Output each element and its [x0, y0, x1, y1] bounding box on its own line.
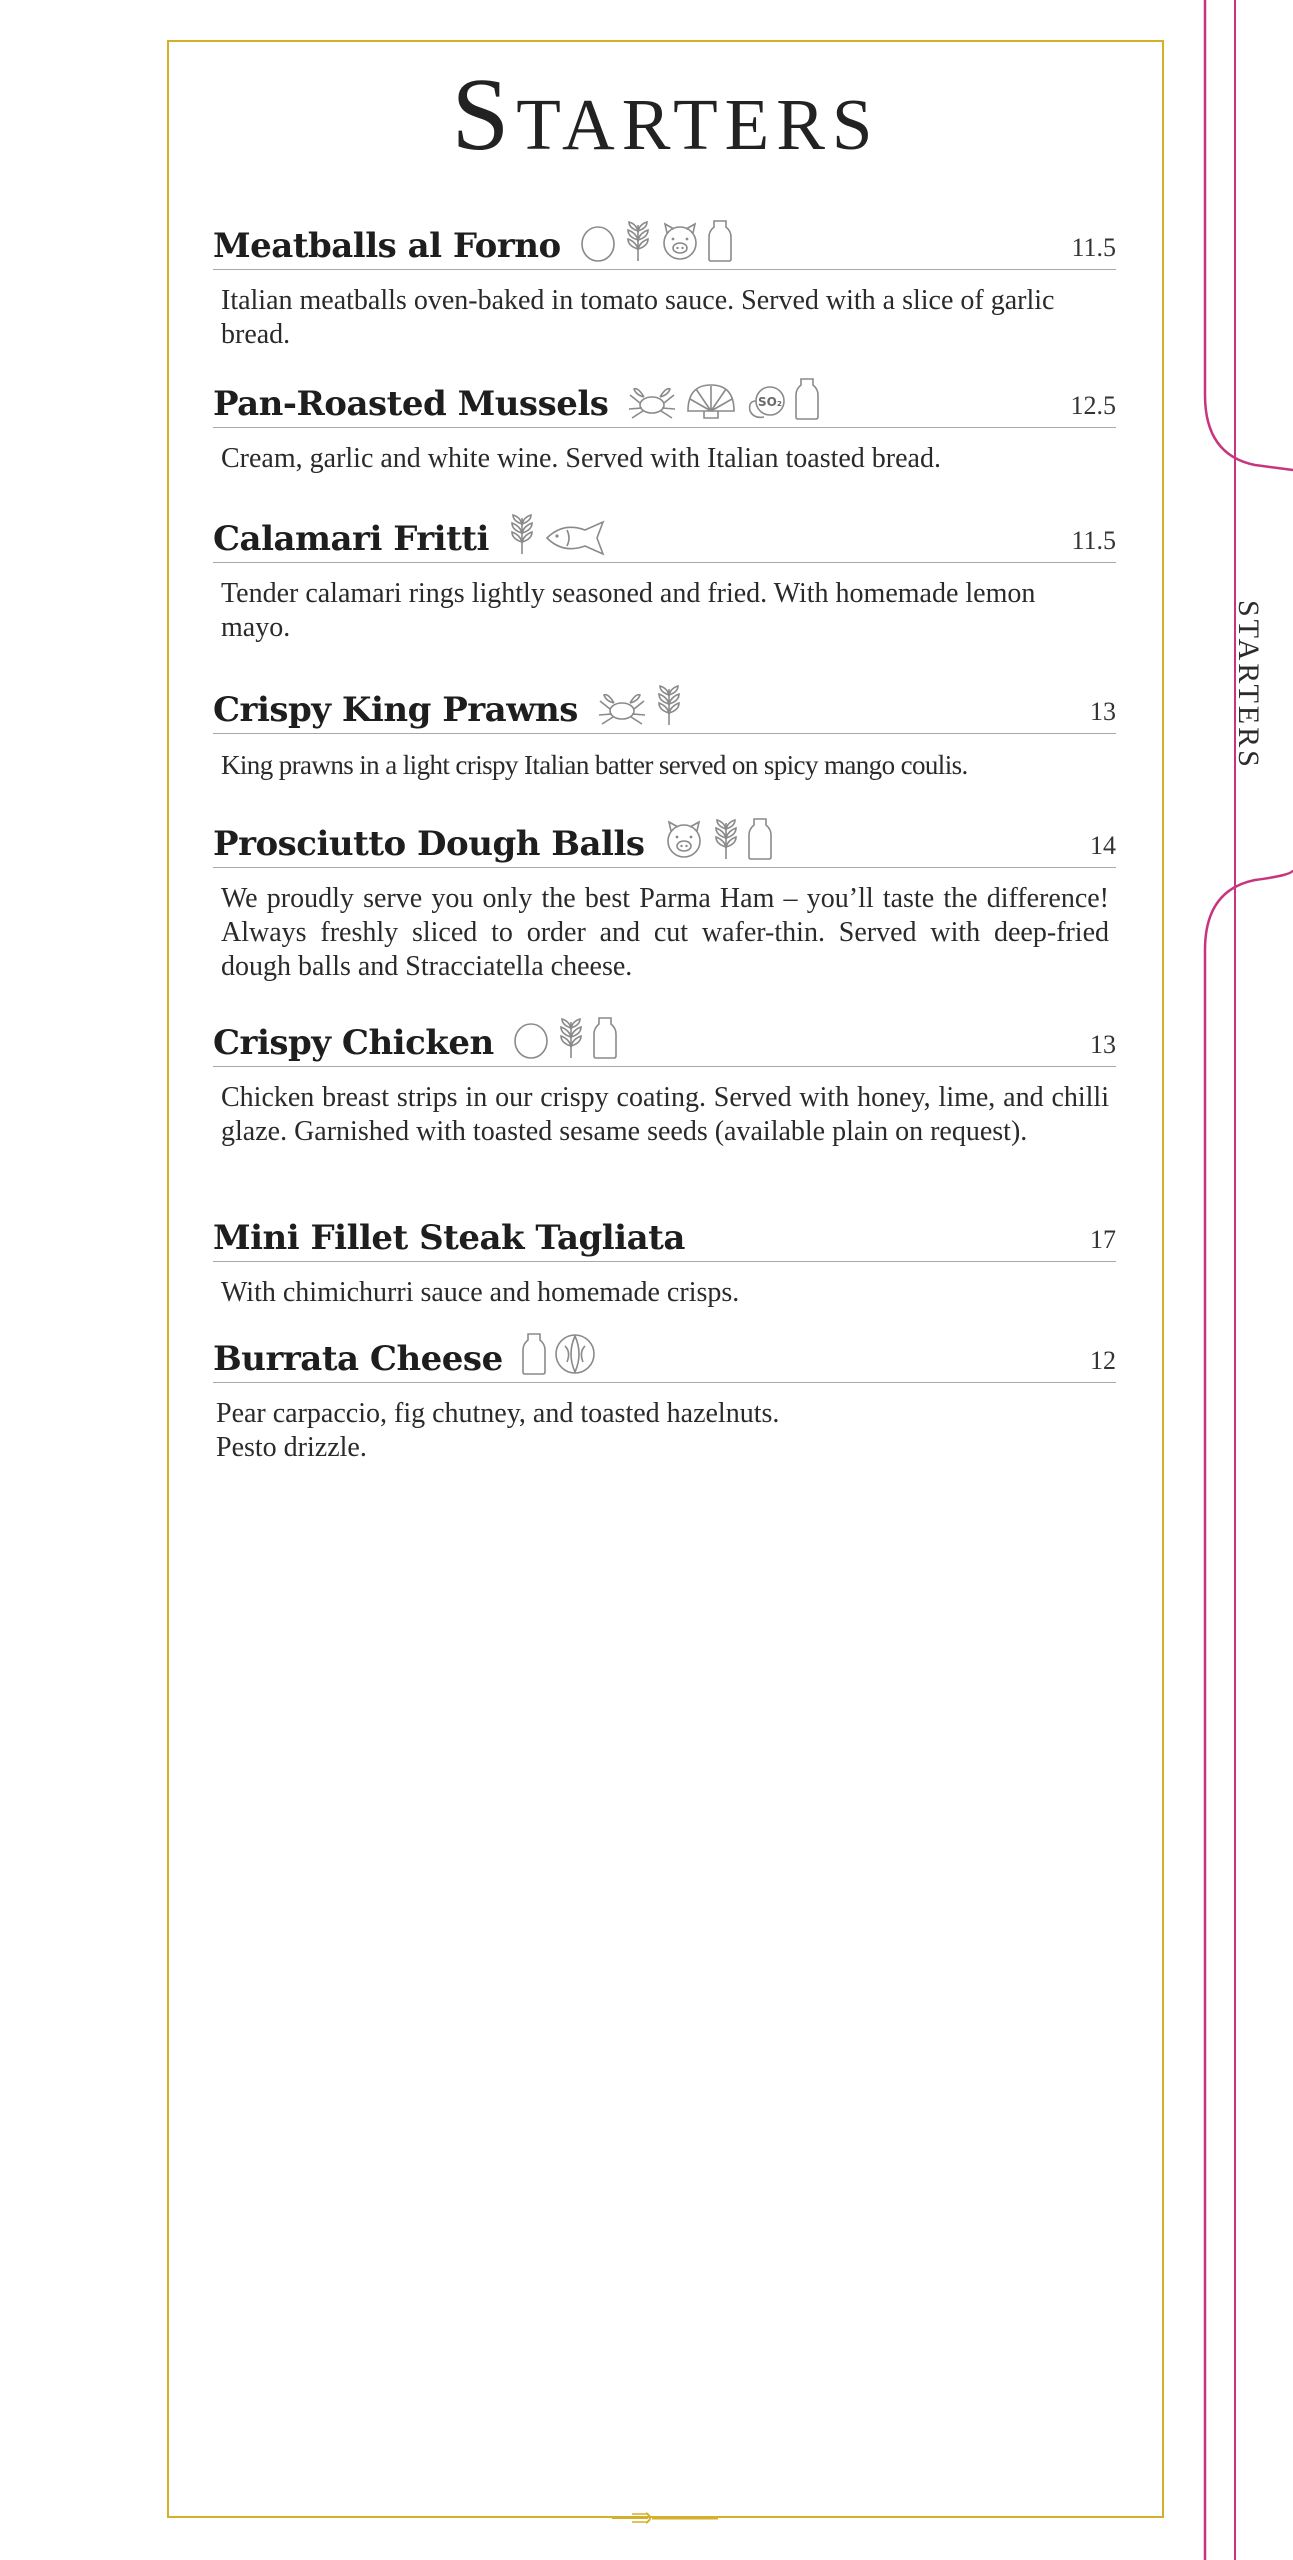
gluten-icon — [507, 512, 537, 556]
allergen-icons — [626, 377, 820, 421]
crustacean-icon — [596, 687, 648, 727]
tab-label[interactable]: STARTERS — [1232, 600, 1265, 770]
gluten-icon — [556, 1016, 586, 1060]
crustacean-icon — [626, 381, 678, 421]
menu-item — [213, 214, 1116, 352]
item-price: 13 — [1090, 697, 1116, 726]
allergen-icons — [507, 512, 607, 556]
menu-item — [213, 1011, 1116, 1149]
item-price: 11.5 — [1071, 233, 1116, 262]
gluten-icon — [623, 219, 653, 263]
item-description: Chicken breast strips in our crispy coating. Served with honey, lime, and chilli glaze. Garnished with toasted sesame seeds (available plain on request). — [221, 1082, 1109, 1147]
item-name: Crispy King Prawns — [213, 690, 578, 730]
item-description: We proudly serve you only the best Parma Ham – you’ll taste the difference! Always freshly sliced to order and cut wafer-thin. Served with deep-fried dough balls and Stracciatella cheese. — [221, 883, 1109, 982]
item-price: 14 — [1090, 831, 1116, 860]
item-header — [213, 214, 1116, 270]
item-header — [213, 507, 1116, 563]
allergen-icons — [512, 1016, 618, 1060]
item-price: 17 — [1090, 1225, 1116, 1254]
item-header — [213, 372, 1116, 428]
item-name: Crispy Chicken — [213, 1023, 494, 1063]
pork-icon — [663, 819, 705, 861]
item-header — [213, 1011, 1116, 1067]
egg-icon — [512, 1020, 550, 1060]
allergen-icons — [579, 219, 733, 263]
menu-item — [213, 678, 1116, 782]
milk-icon — [707, 219, 733, 263]
item-header — [213, 1327, 1116, 1383]
item-price: 12 — [1090, 1346, 1116, 1375]
item-header — [213, 678, 1116, 734]
item-header — [213, 1206, 1116, 1262]
section-tab — [1195, 0, 1293, 2560]
gluten-icon — [711, 817, 741, 861]
menu-item — [213, 507, 1116, 645]
svg-text:SO₂: SO₂ — [758, 395, 783, 409]
page-title: Starters — [451, 57, 880, 172]
item-name: Calamari Fritti — [213, 519, 489, 559]
item-description: Italian meatballs oven-baked in tomato sauce. Served with a slice of garlic bread. — [221, 285, 1055, 350]
milk-icon — [521, 1332, 547, 1376]
fish-icon — [543, 520, 607, 556]
menu-item — [213, 1327, 1116, 1465]
item-price: 12.5 — [1070, 391, 1116, 420]
item-name: Mini Fillet Steak Tagliata — [213, 1218, 685, 1258]
item-description: With chimichurri sauce and homemade crisps. — [221, 1277, 740, 1308]
gluten-icon — [654, 683, 684, 727]
item-header — [213, 812, 1116, 868]
milk-icon — [794, 377, 820, 421]
item-name: Pan-Roasted Mussels — [213, 384, 609, 424]
milk-icon — [592, 1016, 618, 1060]
item-price: 11.5 — [1071, 526, 1116, 555]
mollusc-icon — [684, 381, 738, 421]
allergen-icons — [521, 1332, 597, 1376]
item-description: Cream, garlic and white wine. Served with Italian toasted bread. — [221, 443, 941, 474]
item-name: Meatballs al Forno — [213, 226, 561, 266]
item-name: Prosciutto Dough Balls — [213, 824, 645, 864]
nuts-icon — [553, 1332, 597, 1376]
menu-item — [213, 812, 1116, 984]
item-price: 13 — [1090, 1030, 1116, 1059]
item-description: King prawns in a light crispy Italian batter served on spicy mango coulis. — [221, 750, 968, 780]
menu-item — [213, 372, 1116, 476]
menu-item — [213, 1206, 1116, 1310]
fork-ornament — [612, 2505, 718, 2531]
milk-icon — [747, 817, 773, 861]
allergen-icons — [596, 683, 684, 727]
egg-icon — [579, 223, 617, 263]
pork-icon — [659, 221, 701, 263]
sulphites-icon — [744, 379, 788, 421]
item-name: Burrata Cheese — [213, 1339, 503, 1379]
allergen-icons — [663, 817, 773, 861]
item-description: Pear carpaccio, fig chutney, and toasted hazelnuts. Pesto drizzle. — [216, 1398, 780, 1463]
item-description: Tender calamari rings lightly seasoned and fried. With homemade lemon mayo. — [221, 578, 1036, 643]
